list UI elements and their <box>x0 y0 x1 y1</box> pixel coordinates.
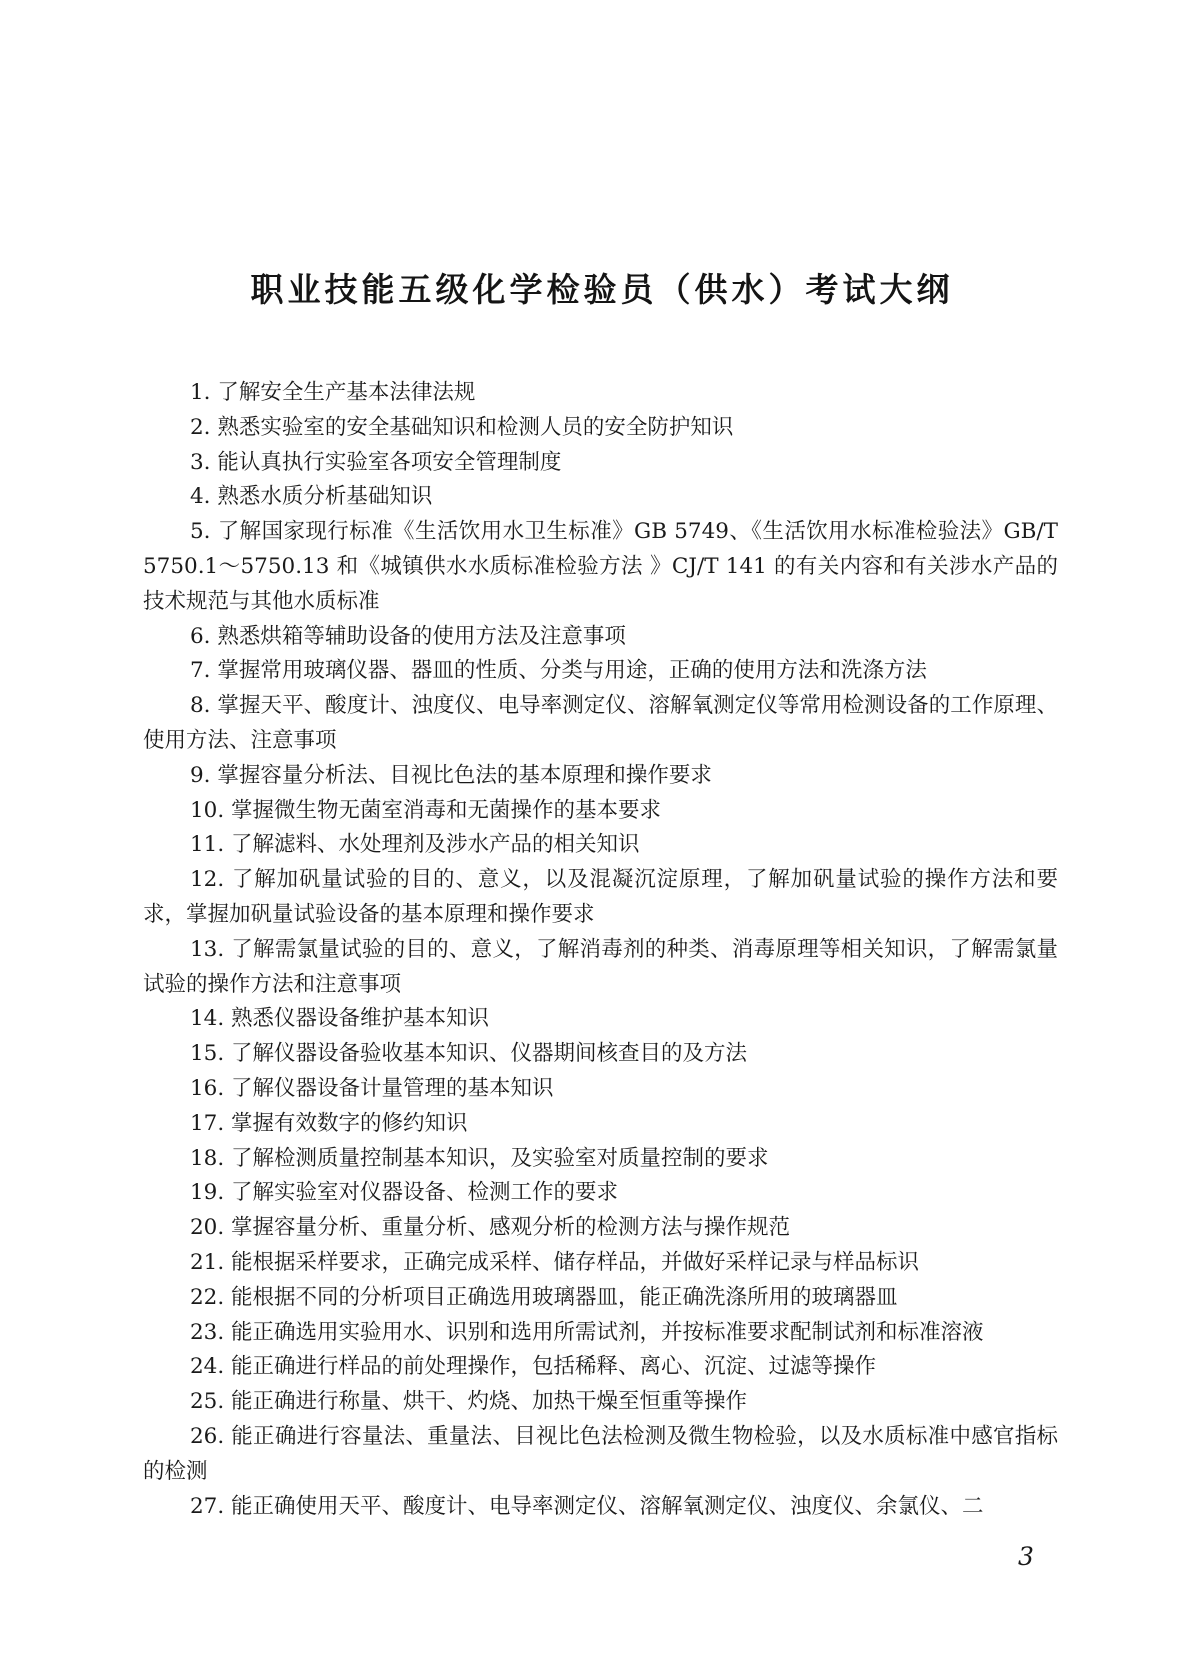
syllabus-item: 18. 了解检测质量控制基本知识，及实验室对质量控制的要求 <box>190 1145 769 1171</box>
syllabus-item: 4. 熟悉水质分析基础知识 <box>190 484 433 510</box>
syllabus-item: 1. 了解安全生产基本法律法规 <box>190 380 476 405</box>
syllabus-item: 2. 熟悉实验室的安全基础知识和检测人员的安全防护知识 <box>190 414 734 440</box>
syllabus-item: 13. 了解需氯量试验的目的、意义，了解消毒剂的种类、消毒原理等相关知识，了解需氯量试验的操作方法和注意事项 <box>143 936 1058 997</box>
syllabus-item: 15. 了解仪器设备验收基本知识、仪器期间核查目的及方法 <box>190 1041 748 1067</box>
syllabus-item: 23. 能正确选用实验用水、识别和选用所需试剂，并按标准要求配制试剂和标准溶液 <box>190 1319 984 1345</box>
syllabus-item: 8. 掌握天平、酸度计、浊度仪、电导率测定仪、溶解氧测定仪等常用检测设备的工作原理、使用方法、注意事项 <box>143 693 1058 753</box>
syllabus-item: 14. 熟悉仪器设备维护基本知识 <box>190 1006 490 1032</box>
syllabus-item: 24. 能正确进行样品的前处理操作，包括稀释、离心、沉淀、过滤等操作 <box>190 1354 877 1380</box>
syllabus-item: 21. 能根据采样要求，正确完成采样、储存样品，并做好采样记录与样品标识 <box>190 1249 920 1275</box>
syllabus-item: 22. 能根据不同的分析项目正确选用玻璃器皿，能正确洗涤所用的玻璃器皿 <box>190 1284 898 1310</box>
syllabus-item: 3. 能认真执行实验室各项安全管理制度 <box>190 449 562 475</box>
syllabus-item: 17. 掌握有效数字的修约知识 <box>190 1110 468 1136</box>
document-title: 职业技能五级化学检验员（供水）考试大纲 <box>250 270 954 309</box>
syllabus-list <box>143 376 1058 1524</box>
syllabus-item: 12. 了解加矾量试验的目的、意义，以及混凝沉淀原理，了解加矾量试验的操作方法和要求，掌握加矾量试验设备的基本原理和操作要求 <box>143 867 1058 927</box>
syllabus-item: 16. 了解仪器设备计量管理的基本知识 <box>190 1075 554 1101</box>
syllabus-item: 6. 熟悉烘箱等辅助设备的使用方法及注意事项 <box>190 623 626 649</box>
syllabus-item: 10. 掌握微生物无菌室消毒和无菌操作的基本要求 <box>190 797 662 823</box>
syllabus-item: 20. 掌握容量分析、重量分析、感观分析的检测方法与操作规范 <box>190 1215 791 1241</box>
syllabus-item: 27. 能正确使用天平、酸度计、电导率测定仪、溶解氧测定仪、浊度仪、余氯仪、二 <box>190 1493 984 1519</box>
syllabus-item: 19. 了解实验室对仪器设备、检测工作的要求 <box>190 1180 619 1206</box>
syllabus-item: 11. 了解滤料、水处理剂及涉水产品的相关知识 <box>190 832 640 858</box>
syllabus-item: 5. 了解国家现行标准《生活饮用水卫生标准》GB 5749、《生活饮用水标准检验法》GB/T 5750.1～5750.13 和《城镇供水水质标准检验方法 》CJ/T 141 的有关内容和有关涉水产品的技术规范与其他水质标准 <box>143 519 1058 614</box>
syllabus-item: 26. 能正确进行容量法、重量法、目视比色法检测及微生物检验，以及水质标准中感官指标的检测 <box>143 1423 1058 1484</box>
syllabus-item: 7. 掌握常用玻璃仪器、器皿的性质、分类与用途，正确的使用方法和洗涤方法 <box>190 658 927 684</box>
syllabus-item: 25. 能正确进行称量、烘干、灼烧、加热干燥至恒重等操作 <box>190 1389 748 1415</box>
page-number: 3 <box>1018 1542 1034 1571</box>
syllabus-item: 9. 掌握容量分析法、目视比色法的基本原理和操作要求 <box>190 762 712 788</box>
